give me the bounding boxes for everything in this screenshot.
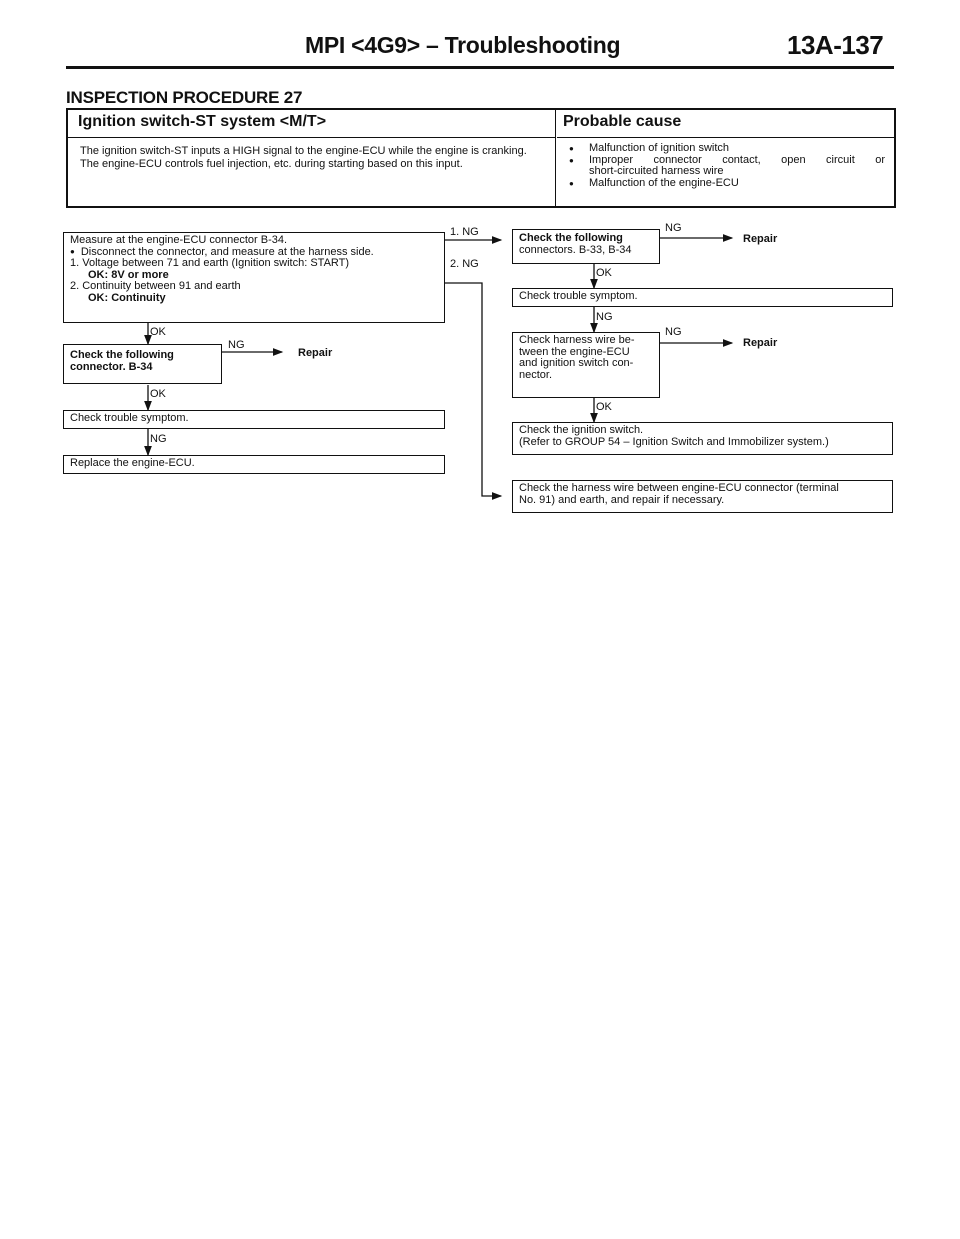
- left-connector-line-1: Check the following: [70, 349, 174, 361]
- label-left-repair: Repair: [298, 347, 333, 359]
- harness-line-3: and ignition switch con-: [519, 357, 634, 369]
- measure-item-1-ok: OK: 8V or more: [88, 268, 169, 281]
- ignition-switch-box: [512, 422, 893, 455]
- cause-item-3: ● Malfunction of the engine-ECU: [565, 178, 885, 190]
- label-right-ok2: OK: [596, 401, 612, 413]
- cause-item-1: ● Malfunction of ignition switch: [565, 143, 885, 155]
- right-connector-line-2: connectors. B-33, B-34: [519, 243, 632, 256]
- label-right-ng1: NG: [665, 222, 682, 234]
- label-left-ng3: NG: [150, 433, 167, 445]
- symptom-line-1: The ignition switch-ST inputs a HIGH signal to the engine-ECU while the engine is cranking.: [80, 145, 527, 157]
- label-right-repair2: Repair: [743, 337, 778, 349]
- harness-line-2: tween the engine-ECU: [519, 345, 630, 358]
- label-left-ng: NG: [228, 339, 245, 351]
- harness-line-1: Check harness wire be-: [519, 334, 635, 346]
- harness91-line-1: Check the harness wire between engine-ECU connector (terminal: [519, 482, 839, 494]
- symptom-heading: Ignition switch-ST system <M/T>: [78, 113, 327, 130]
- page-number: 13A-137: [787, 30, 884, 60]
- harness-check-box: [512, 332, 660, 398]
- symptom-line-2: The engine-ECU controls fuel injection, etc. during starting based on this input.: [80, 158, 463, 170]
- measure-line-1: Measure at the engine-ECU connector B-34.: [70, 234, 288, 246]
- label-right-ng2: NG: [665, 326, 682, 338]
- measure-item-2: 2. Continuity between 91 and earth: [70, 280, 241, 292]
- page-header-title: MPI <4G9> – Troubleshooting: [305, 32, 621, 58]
- measure-item-1: 1. Voltage between 71 and earth (Ignition switch: START): [70, 257, 350, 269]
- cause-item-2-cont: short-circuited harness wire: [589, 165, 724, 177]
- label-right-repair1: Repair: [743, 233, 778, 245]
- label-left-ok2: OK: [150, 388, 166, 400]
- left-connector-line-2: connector. B-34: [70, 360, 153, 373]
- harness91-line-2: No. 91) and earth, and repair if necessary.: [519, 493, 725, 506]
- right-connector-line-1: Check the following: [519, 232, 623, 244]
- measure-item-2-ok: OK: Continuity: [88, 291, 166, 304]
- left-trouble-box: Check trouble symptom.: [63, 410, 445, 429]
- cause-item-2: ● Improper connector contact, open circuit or: [565, 155, 885, 167]
- harness-91-box: [512, 480, 893, 513]
- ignition-line-2: (Refer to GROUP 54 – Ignition Switch and Immobilizer system.): [519, 435, 829, 448]
- left-connector-box: [63, 344, 222, 384]
- measure-bullet: ● Disconnect the connector, and measure at the harness side.: [70, 247, 438, 259]
- right-trouble-box: Check trouble symptom.: [512, 288, 893, 307]
- arrow-ng2: [444, 283, 501, 496]
- replace-ecu-box: Replace the engine-ECU.: [63, 455, 445, 474]
- label-left-ok1: OK: [150, 326, 166, 338]
- procedure-title: INSPECTION PROCEDURE 27: [66, 88, 303, 107]
- label-right-ng: NG: [596, 311, 613, 323]
- harness-line-4: nector.: [519, 368, 553, 381]
- label-ng2: 2. NG: [450, 258, 479, 270]
- cause-heading: Probable cause: [563, 113, 682, 130]
- ignition-line-1: Check the ignition switch.: [519, 424, 644, 436]
- measure-box: [63, 232, 445, 323]
- right-connector-box: [512, 229, 660, 264]
- label-right-ok: OK: [596, 267, 612, 279]
- label-ng1: 1. NG: [450, 226, 479, 238]
